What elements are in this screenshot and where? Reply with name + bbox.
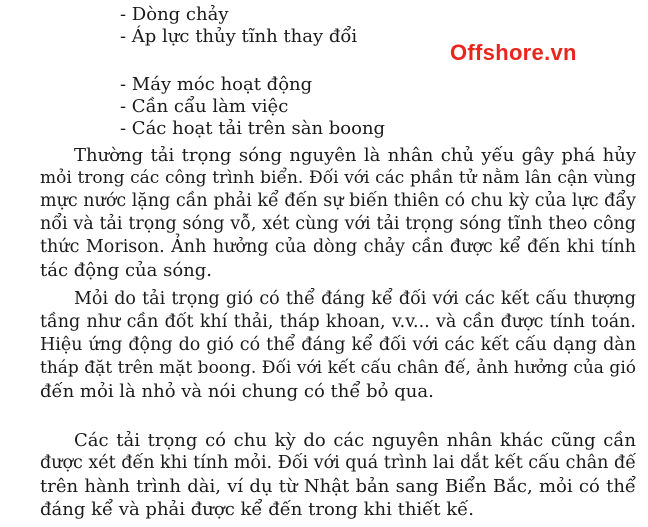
list-item: - Các hoạt tải trên sàn boong [120,118,386,139]
list-item: - Dòng chảy [120,4,229,25]
text-line: thức Morison. Ảnh hưởng của dòng chảy cần được kể đến khi tính [40,237,636,257]
text-line: Hiệu ứng động do gió có thể đáng kể đối với các kết cấu dạng dàn [40,335,636,355]
text-line: tầng như cần đốt khí thải, tháp khoan, v.v... và cần được tính toán. [40,312,636,332]
paragraph-wind-loads [40,288,636,403]
text-line: Mỏi do tải trọng gió có thể đáng kể đối với các kết cấu thượng [74,289,636,309]
watermark-logo: Offshore.vn [450,40,577,65]
paragraph-wave-loads [40,144,636,282]
text-line: mỏi trong các công trình biển. Đối với các phần tử nằm lân cận vùng [40,168,636,188]
text-line: tác động của sóng. [40,260,213,281]
text-line: tháp đặt trên mặt boong. Đối với kết cấu chân đế, ảnh hưởng của gió [40,358,636,378]
text-line: Thường tải trọng sóng nguyên là nhân chủ yếu gây phá hủy [74,145,636,166]
text-line: trên hành trình dài, ví dụ từ Nhật bản sang Biển Bắc, mỏi có thể [40,476,636,497]
list-item: - Cần cẩu làm việc [120,96,289,117]
list-item: - Máy móc hoạt động [120,74,313,95]
text-line: Các tải trọng có chu kỳ do các nguyên nhân khác cũng cần [74,430,636,451]
text-line: được xét đến khi tính mỏi. Đối với quá trình lai dắt kết cấu chân đế [40,453,636,473]
text-line: nổi và tải trọng sóng vỗ, xét cùng với tải trọng sóng tĩnh theo công [40,214,636,234]
text-line: đáng kể và phải được kể đến trong khi thiết kế. [40,499,474,520]
text-line: mực nước lặng cần phải kể đến sự biến thiên có chu kỳ của lực đẩy [40,191,636,211]
load-list-top [120,4,357,48]
paragraph-other-cyclic-loads [40,429,636,521]
list-item: - Áp lực thủy tĩnh thay đổi [120,26,358,47]
text-line: đến mỏi là nhỏ và nói chung có thể bỏ qua. [40,381,434,402]
load-list-bottom [120,74,385,140]
